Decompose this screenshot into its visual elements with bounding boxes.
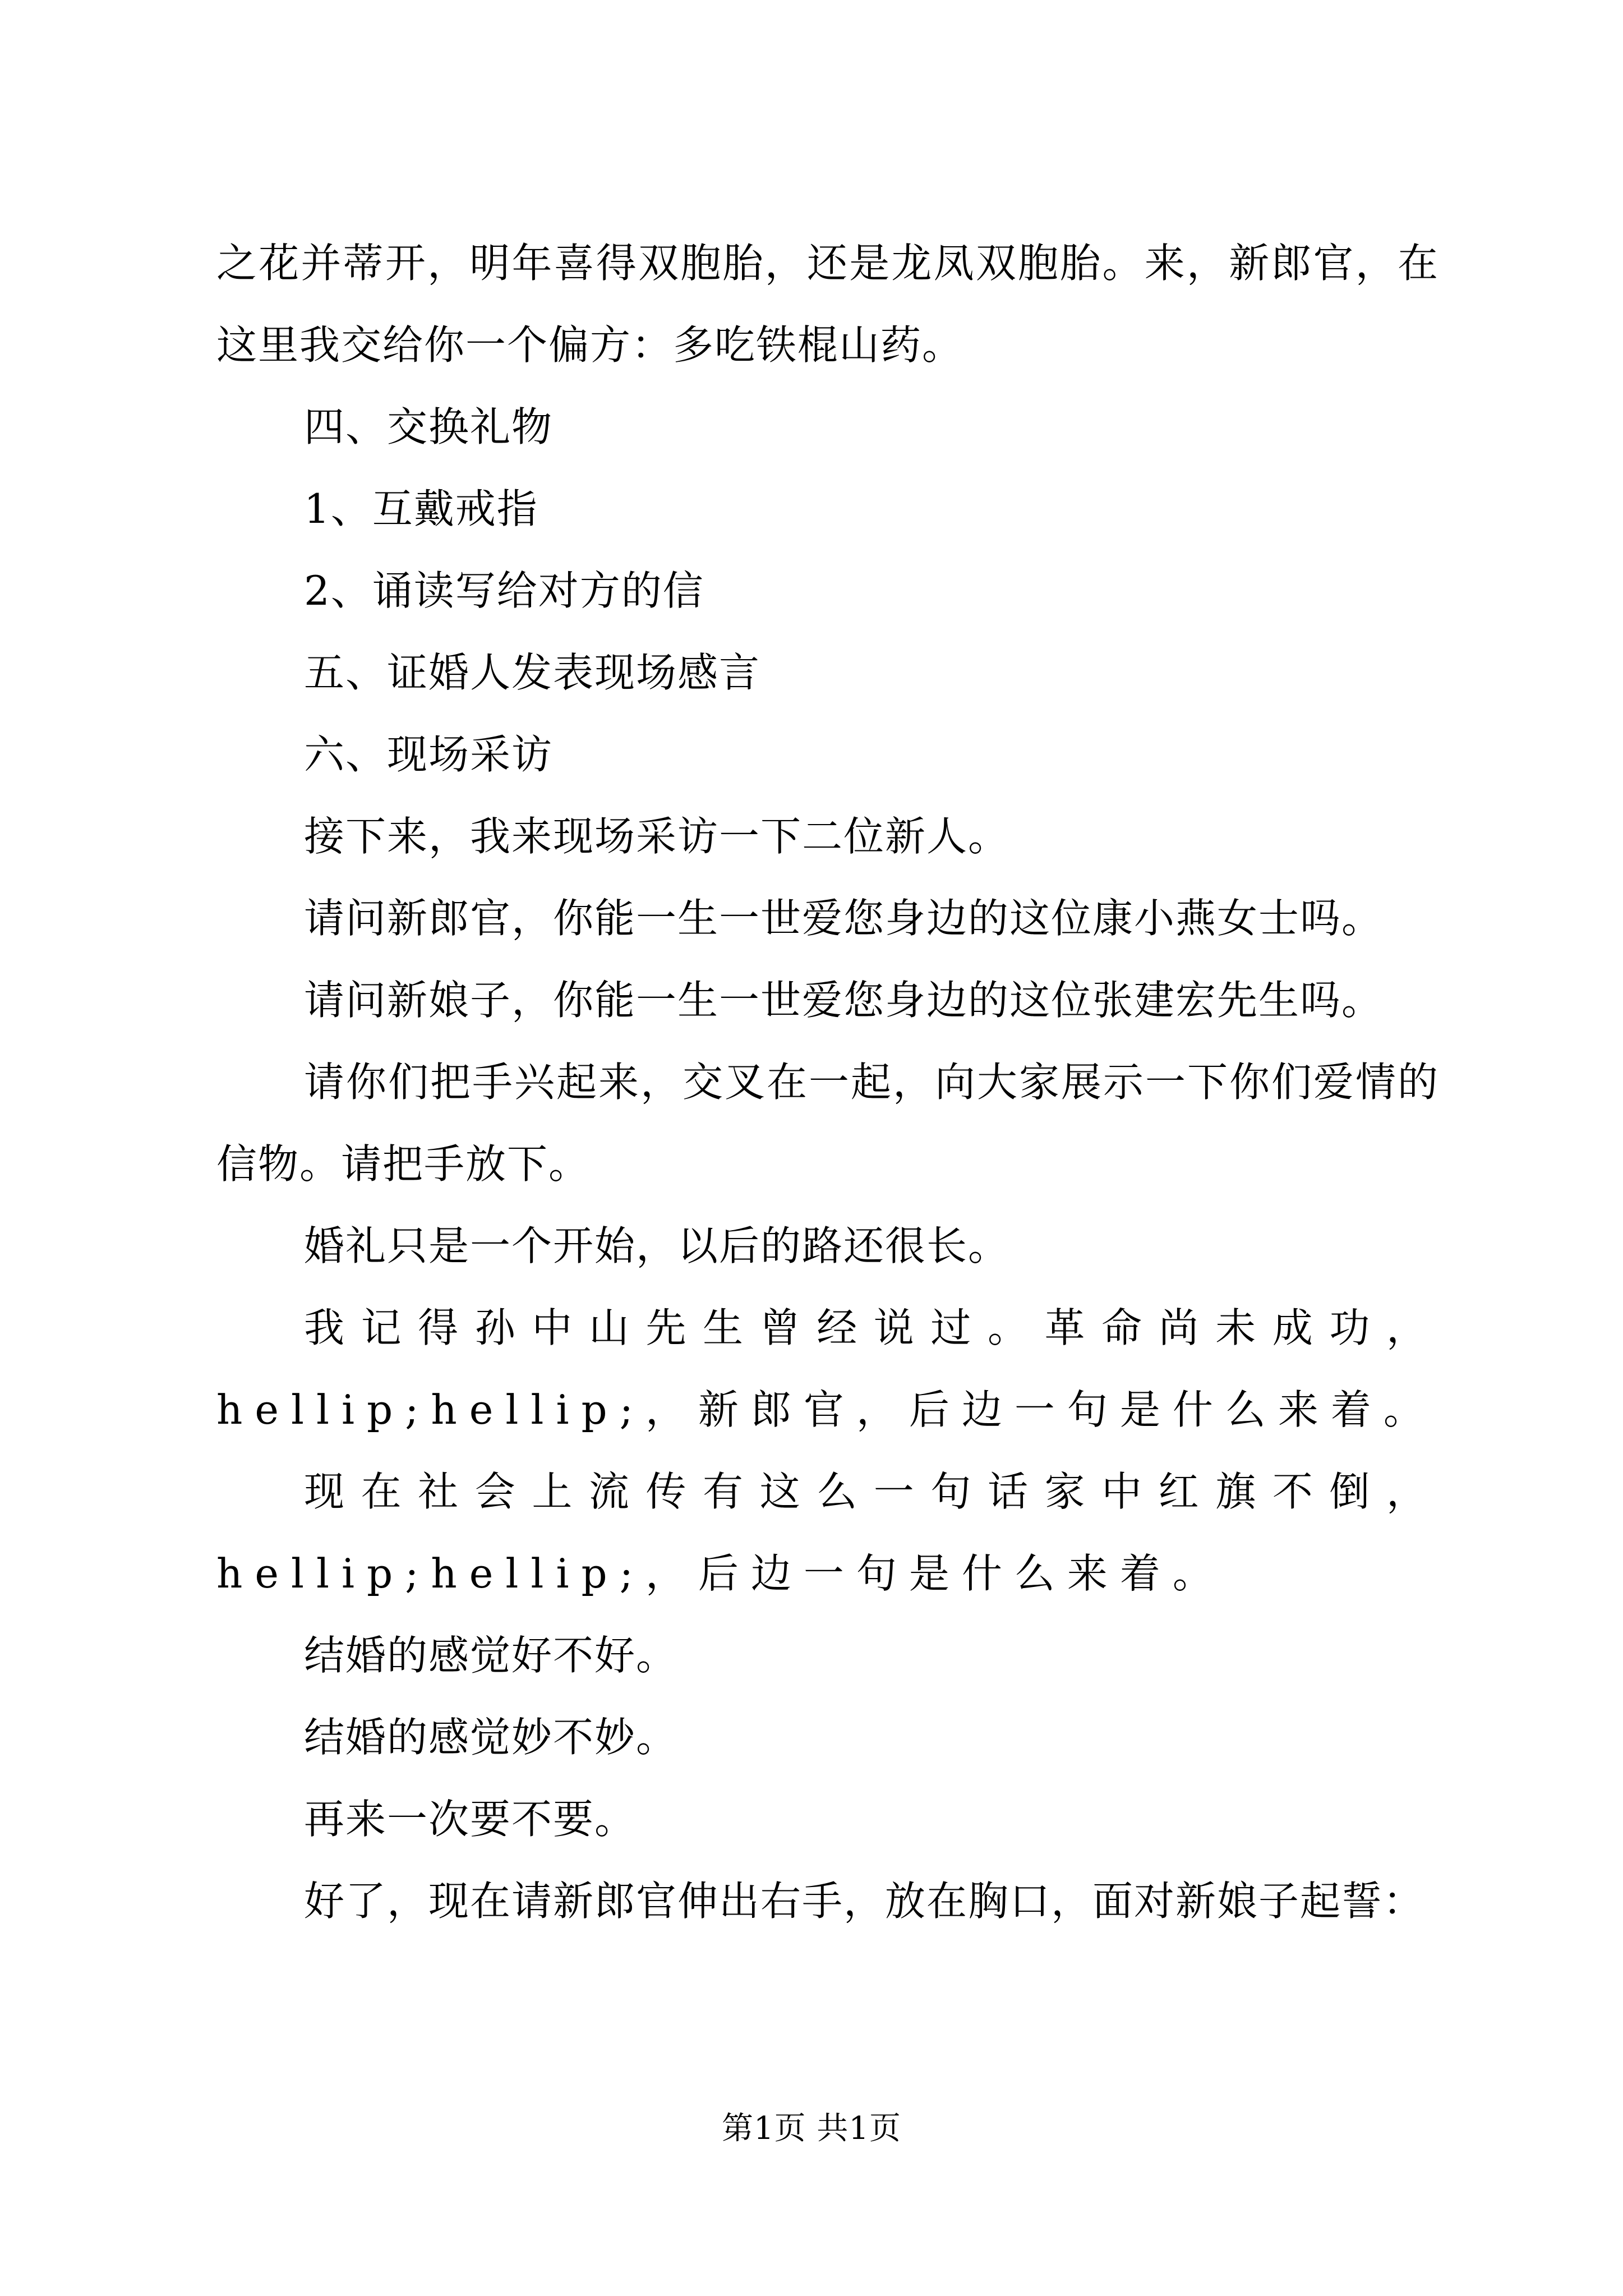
section-heading-exchange-gifts: 四、交换礼物 [304, 403, 554, 450]
paragraph-sun-yatsen: 我记得孙中山先生曾经说过。革命尚未成功，hellip;hellip;，新郎官，后边一句是什么来着。 [216, 1304, 1439, 1433]
paragraph-hands: 请你们把手兴起来，交叉在一起，向大家展示一下你们爱情的信物。请把手放下。 [216, 1059, 1439, 1188]
paragraph-beginning: 婚礼只是一个开始，以后的路还很长。 [304, 1222, 1010, 1269]
paragraph-question-groom: 请问新郎官，你能一生一世爱您身边的这位康小燕女士吗。 [304, 895, 1384, 942]
list-item-rings: 1、互戴戒指 [304, 485, 538, 532]
paragraph-interview-intro: 接下来，我来现场采访一下二位新人。 [304, 813, 1010, 860]
paragraph-feeling-good: 结婚的感觉好不好。 [304, 1632, 678, 1679]
section-heading-interview: 六、现场采访 [304, 731, 554, 778]
section-heading-witness-speech: 五、证婚人发表现场感言 [304, 649, 761, 696]
list-item-letters: 2、诵读写给对方的信 [304, 567, 704, 614]
paragraph-1: 之花并蒂开，明年喜得双胞胎，还是龙凤双胞胎。来，新郎官，在这里我交给你一个偏方：多吃铁棍山药。 [216, 240, 1439, 369]
paragraph-once-more: 再来一次要不要。 [304, 1796, 637, 1843]
page-footer: 第1页 共1页 [721, 2110, 902, 2147]
paragraph-oath: 好了，现在请新郎官伸出右手，放在胸口，面对新娘子起誓： [304, 1878, 1425, 1925]
document-body [216, 222, 1439, 1942]
paragraph-red-flag: 现在社会上流传有这么一句话家中红旗不倒，hellip;hellip;，后边一句是什么来着。 [216, 1468, 1439, 1597]
paragraph-feeling-wonderful: 结婚的感觉妙不妙。 [304, 1714, 678, 1761]
paragraph-question-bride: 请问新娘子，你能一生一世爱您身边的这位张建宏先生吗。 [304, 977, 1384, 1024]
